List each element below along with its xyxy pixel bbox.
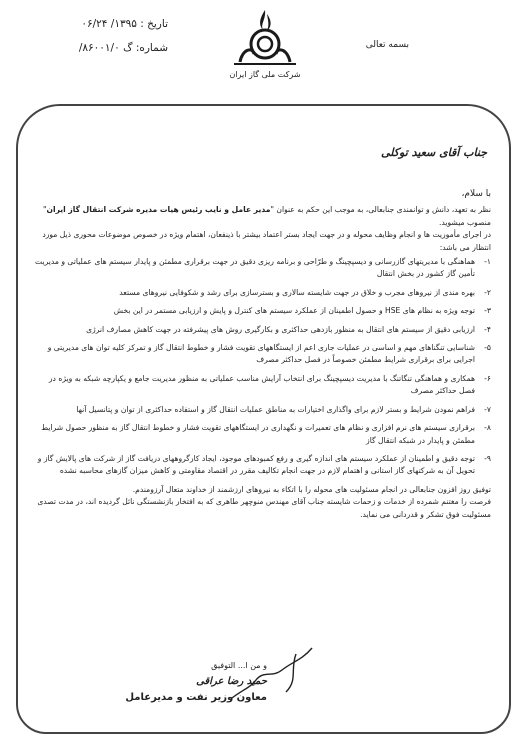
item-number: ۱- <box>484 257 491 267</box>
closing-wish: توفیق روز افزون جنابعالی در انجام مسئولیت های محوله را با اتکاء به نیروهای ارزشمند از خداوند متعال آرزومندم. <box>132 484 491 494</box>
item-text: برقراری سیستم های نرم افزاری و نظام های تعمیرات و نگهداری در ایستگاههای تقویت فشار و خطوط انتقال گاز به منظور حصول شرایط مطمئن و پایدار در شبکه انتقال گاز <box>41 423 475 445</box>
company-logo-icon <box>230 6 300 66</box>
intro-post: " منصوب میشوید. <box>42 205 491 227</box>
item-text: هماهنگی با مدیریتهای گازرسانی و دیسپچینگ و طرّاحی و برنامه ریزی دقیق در جهت برقراری مطمئن و پایدار سیستم های عملیاتی و مدیریت تأمین گاز کشور در بخش انتقال <box>35 257 475 279</box>
list-item <box>32 453 491 478</box>
item-number: ۵- <box>484 343 491 353</box>
item-text: همکاری و هماهنگی تنگاتنگ با مدیریت دیسپچینگ برای انتخاب آرایش مناسب عملیاتی به منظور مدیریت جامع و یکپارچه شبکه به ویژه در فصل حداکثر مصرف <box>48 373 475 396</box>
closing-thanks: فرصت را مغتنم شمرده از خدمات و زحمات شایسته جناب آقای مهندس منوچهر طاهری که به افتخار بازنشستگی نائل گردیده اند، در مدت تصدی مسئولیت فوق تشکر و قدردانی می نماید. <box>37 497 491 519</box>
list-item <box>32 324 491 336</box>
expectations-paragraph: در اجرای مأموریت ها و انجام وظایف محوله و در جهت ایجاد بستر اعتماد بیشتر با ذینفعان، اهتمام ویژه در خصوص موضوعات محوری ذیل مورد انتظار می باشد: <box>42 230 491 252</box>
bismillah: بسمه تعالی <box>365 40 409 50</box>
intro-paragraph <box>32 204 491 229</box>
signatory-role: معاون وزیر نفت و مدیرعامل <box>125 692 267 703</box>
list-item <box>32 256 491 281</box>
item-number: ۲- <box>484 287 491 297</box>
item-number: ۴- <box>484 324 491 334</box>
list-item <box>32 373 491 398</box>
item-number: ۶- <box>484 373 491 383</box>
item-number: ۹- <box>484 453 491 463</box>
salutation: با سلام، <box>461 189 491 199</box>
number-line: شماره: گ ۸۶۰۰۱/۰/ <box>78 42 168 54</box>
item-text: توجه دقیق و اطمینان از عملکرد سیستم های اندازه گیری و رفع کمبودهای موجود، ایجاد کارگروههای دریافت گاز از شرکت های پالایش گاز و تحویل آن به شرکتهای گاز استانی و اهتمام لازم در جهت انجام تکالیف مقرر در اقتصاد مقاومتی و کاهش میزان گازهای محاسبه نشده <box>37 453 475 476</box>
signature-block <box>125 658 267 706</box>
date-line: تاریخ : ۱۳۹۵/ ۰۶/۲۴ <box>81 18 168 30</box>
item-text: ارزیابی دقیق از سیستم های انتقال به منظور بازدهی حداکثری و بکارگیری روش های پیشرفته در جهت کاهش مصارف انرژی <box>86 324 475 334</box>
item-number: ۸- <box>484 423 491 433</box>
list-item <box>32 404 491 416</box>
list-item <box>32 287 491 299</box>
expectations-list <box>32 256 491 478</box>
letter-body <box>32 188 491 521</box>
item-number: ۳- <box>484 306 491 316</box>
signatory-name: حمید رضا عراقی <box>196 676 267 687</box>
item-text: فراهم نمودن شرایط و بستر لازم برای واگذاری اختیارات به مناطق عملیات انتقال گاز و استفاده حداکثری از توان و پتانسیل آنها <box>76 404 475 414</box>
list-item <box>32 342 491 367</box>
item-text: شناسایی تنگناهای مهم و اساسی در عملیات جاری اعم از ایستگاههای تقویت فشار و خطوط انتقال گاز و تمرکز کلیه توان های مدیریتی و اجرایی برای برقراری شرایط مطمئن خصوصاً در فصل حداکثر مصرف <box>47 343 475 365</box>
company-name: شرکت ملی گاز ایران <box>229 70 301 79</box>
intro-pre: نظر به تعهد، دانش و توانمندی جنابعالی، به موجب این حکم به عنوان " <box>270 205 491 215</box>
intro-title: مدیر عامل و نایب رئیس هیات مدیره شرکت انتقال گاز ایران <box>46 205 271 215</box>
letter-meta <box>18 12 168 60</box>
addressee: جناب آقای سعید توکلی <box>381 146 487 159</box>
list-item <box>32 305 491 317</box>
list-item <box>32 422 491 447</box>
signature-tawfiq: و من ا... التوفیق <box>211 661 267 670</box>
item-text: بهره مندی از نیروهای مجرب و خلاق در جهت شایسته سالاری و بسترسازی برای رشد و شکوفایی نیروهای مستعد <box>119 287 475 297</box>
item-number: ۷- <box>484 404 491 414</box>
closing <box>32 484 491 521</box>
item-text: توجه ویژه به نظام های HSE و حصول اطمینان از عملکرد سیستم های کنترل و پایش و ارزیابی مستمر در این بخش <box>113 306 475 316</box>
